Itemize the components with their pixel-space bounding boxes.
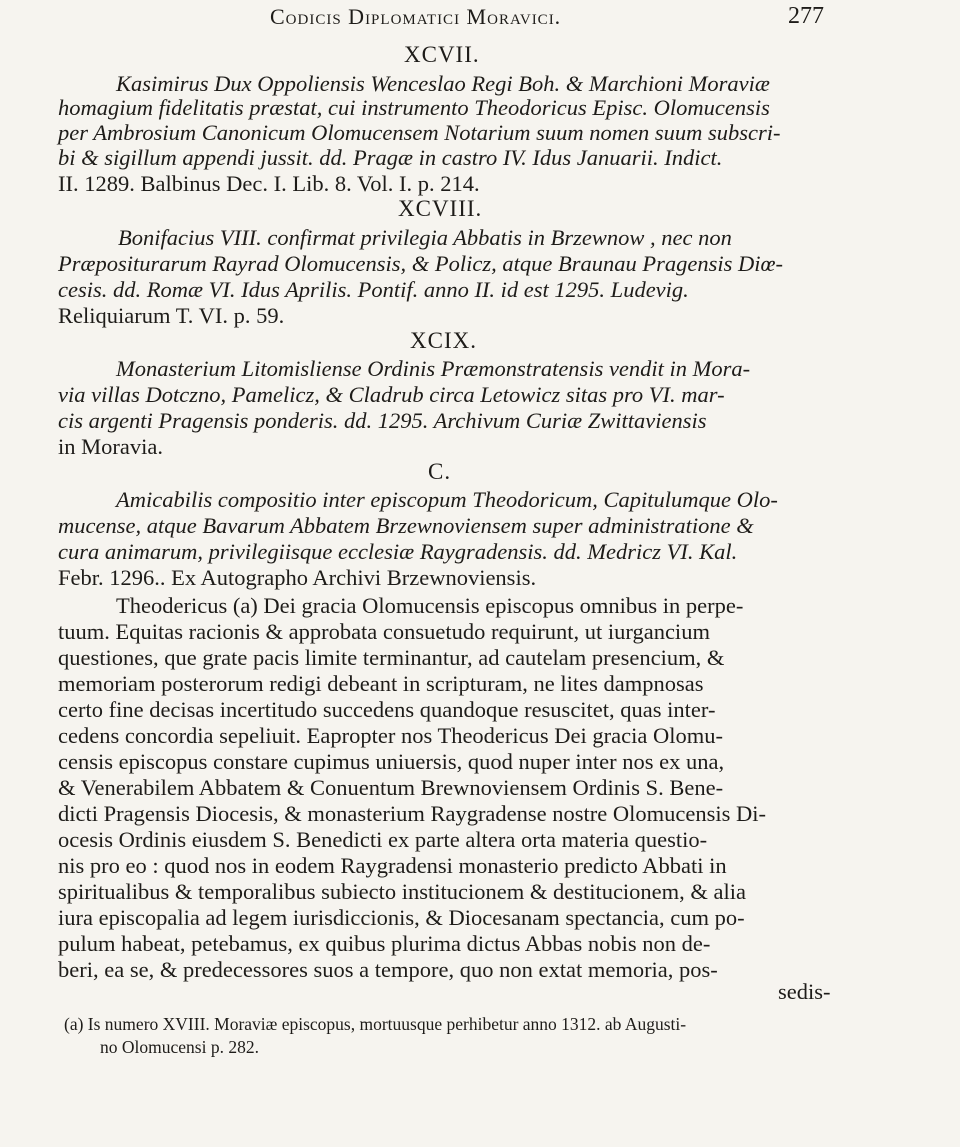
- text-line: Febr. 1296.. Ex Autographo Archivi Brzewnoviensis.: [58, 565, 537, 590]
- text-line: censis episcopus constare cupimus uniuersis, quod nuper inter nos ex una,: [58, 749, 725, 774]
- text-line: cis argenti Pragensis ponderis. dd. 1295. Archivum Curiæ Zwittaviensis: [58, 408, 707, 433]
- text-line: ocesis Ordinis eiusdem S. Benedicti ex parte altera orta materia questio-: [58, 827, 708, 852]
- text-line: spiritualibus & temporalibus subiecto institucionem & destitucionem, & alia: [58, 879, 747, 904]
- text-line: mucense, atque Bavarum Abbatem Brzewnoviensem super administratione &: [58, 513, 754, 538]
- text-line: iura episcopalia ad legem iurisdiccionis, & Diocesanam spectancia, cum po-: [58, 905, 745, 930]
- text-line: dicti Pragensis Diocesis, & monasterium Raygradense nostre Olomucensis Di-: [58, 801, 766, 826]
- footnote-line: no Olomucensi p. 282.: [100, 1037, 259, 1057]
- text-line: questiones, que grate pacis limite terminantur, ad cautelam presencium, &: [58, 645, 725, 670]
- text-line: via villas Dotczno, Pamelicz, & Cladrub circa Letowicz sitas pro VI. mar-: [58, 382, 725, 407]
- section-heading-xcvii: XCVII.: [404, 42, 480, 67]
- text-line: pulum habeat, petebamus, ex quibus plurima dictus Abbas nobis non de-: [58, 931, 711, 956]
- section-heading-xcviii: XCVIII.: [398, 196, 483, 221]
- text-line: cedens concordia sepeliuit. Eapropter nos Theodericus Dei gracia Olomu-: [58, 723, 723, 748]
- catchword: sedis-: [778, 979, 831, 1004]
- page-header: [0, 4, 960, 34]
- text-line: memoriam posterorum redigi debeant in scripturam, ne lites dampnosas: [58, 671, 704, 696]
- text-line: Amicabilis compositio inter episcopum Theodoricum, Capitulumque Olo-: [116, 487, 778, 512]
- text-line: Theodericus (a) Dei gracia Olomucensis episcopus omnibus in perpe-: [116, 593, 744, 618]
- text-line: cura animarum, privilegiisque ecclesiæ Raygradensis. dd. Medricz VI. Kal.: [58, 539, 738, 564]
- page-number: 277: [788, 3, 824, 29]
- text-line: beri, ea se, & predecessores suos a tempore, quo non extat memoria, pos-: [58, 957, 718, 982]
- footnote-line: (a) Is numero XVIII. Moraviæ episcopus, mortuusque perhibetur anno 1312. ab Augusti-: [64, 1014, 687, 1034]
- text-line: Bonifacius VIII. confirmat privilegia Abbatis in Brzewnow , nec non: [118, 225, 732, 250]
- text-line: in Moravia.: [58, 434, 163, 459]
- running-head: Codicis Diplomatici Moravici.: [270, 4, 562, 29]
- section-heading-xcix: XCIX.: [410, 328, 477, 353]
- text-line: Præpositurarum Rayrad Olomucensis, & Policz, atque Braunau Pragensis Diœ-: [58, 251, 783, 276]
- text-line: Kasimirus Dux Oppoliensis Wenceslao Regi Boh. & Marchioni Moraviæ: [116, 71, 770, 96]
- text-line: per Ambrosium Canonicum Olomucensem Notarium suum nomen suum subscri-: [58, 120, 781, 145]
- text-line: tuum. Equitas racionis & approbata consuetudo requirunt, ut iurgancium: [58, 619, 710, 644]
- text-line: nis pro eo : quod nos in eodem Raygradensi monasterio predicto Abbati in: [58, 853, 727, 878]
- text-line: Monasterium Litomisliense Ordinis Præmonstratensis vendit in Mora-: [116, 356, 751, 381]
- section-heading-c: C.: [428, 459, 452, 484]
- text-line: homagium fidelitatis præstat, cui instrumento Theodoricus Episc. Olomucensis: [58, 95, 770, 120]
- text-line: & Venerabilem Abbatem & Conuentum Brewnoviensem Ordinis S. Bene-: [58, 775, 724, 800]
- text-line: II. 1289. Balbinus Dec. I. Lib. 8. Vol. I. p. 214.: [58, 171, 480, 196]
- text-line: cesis. dd. Romæ VI. Idus Aprilis. Pontif. anno II. id est 1295. Ludevig.: [58, 277, 689, 302]
- text-line: certo fine decisas incertitudo succedens quandoque resuscitet, quas inter-: [58, 697, 716, 722]
- text-line: Reliquiarum T. VI. p. 59.: [58, 303, 285, 328]
- text-line: bi & sigillum appendi jussit. dd. Pragæ in castro IV. Idus Januarii. Indict.: [58, 145, 723, 170]
